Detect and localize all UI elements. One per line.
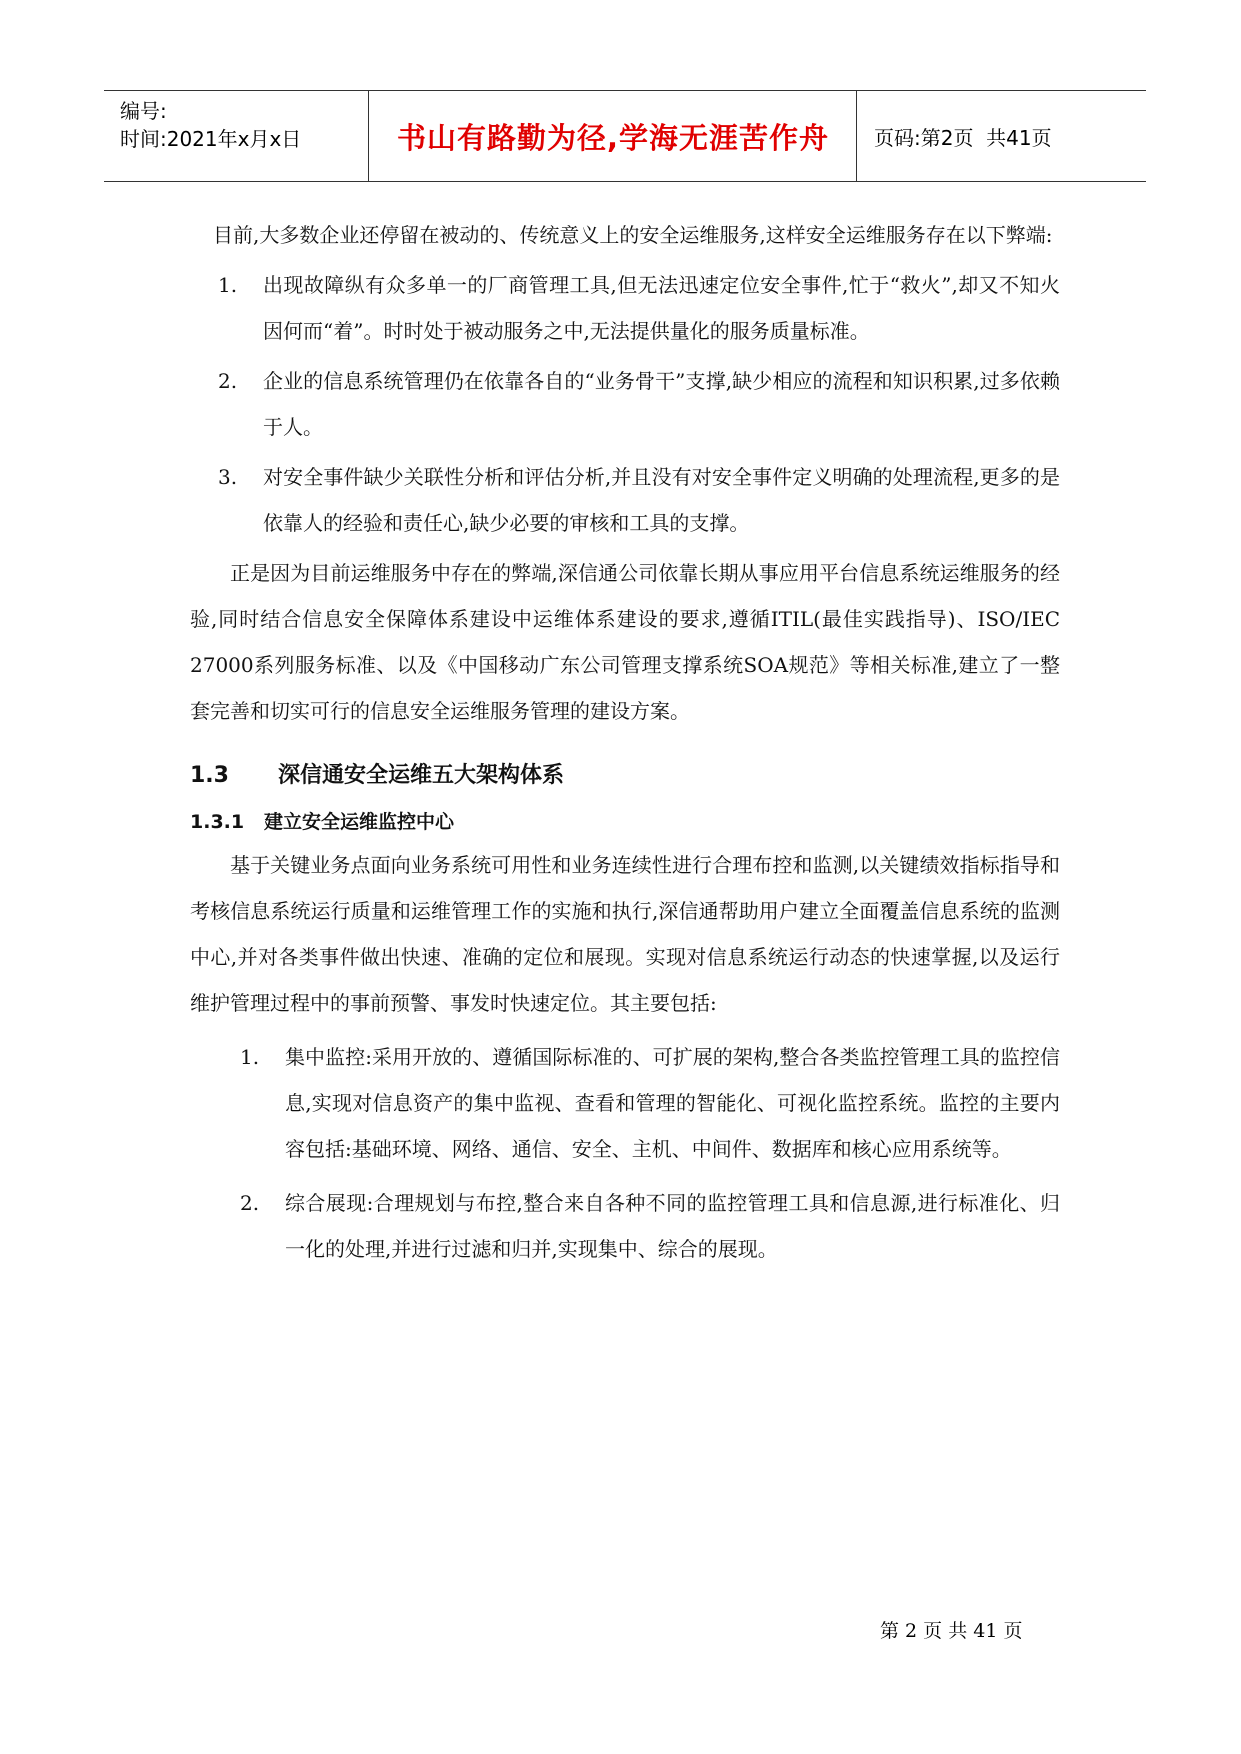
section-heading — [190, 754, 1060, 798]
list-item-text: 综合展现:合理规划与布控,整合来自各种不同的监控管理工具和信息源,进行标准化、归一化的处理,并进行过滤和归并,实现集中、综合的展现。 — [285, 1191, 1060, 1261]
document-time-label: 时间:2021年x月x日 — [120, 127, 302, 151]
intro-paragraph: 目前,大多数企业还停留在被动的、传统意义上的安全运维服务,这样安全运维服务存在以下弊端: — [213, 223, 1053, 247]
list-item-text: 出现故障纵有众多单一的厂商管理工具,但无法迅速定位安全事件,忙于“救火”,却又不知火因何而“着”。时时处于被动服务之中,无法提供量化的服务质量标准。 — [263, 273, 1060, 343]
body-paragraph: 正是因为目前运维服务中存在的弊端,深信通公司依靠长期从事应用平台信息系统运维服务的经验,同时结合信息安全保障体系建设中运维体系建设的要求,遵循ITIL(最佳实践指导)、ISO/IEC 27000系列服务标准、以及《中国移动广东公司管理支撑系统SOA规范》等相关标准,建立了一整套完善和切实可行的信息安全运维服务管理的建设方案。 — [190, 561, 1060, 723]
header-divider — [856, 91, 857, 181]
list-item-number: 1. — [240, 1045, 260, 1069]
list-item-number: 2. — [240, 1191, 260, 1215]
list-item-text: 对安全事件缺少关联性分析和评估分析,并且没有对安全事件定义明确的处理流程,更多的是依靠人的经验和责任心,缺少必要的审核和工具的支撑。 — [263, 465, 1060, 535]
subsection-number: 1.3.1 — [190, 811, 245, 833]
section-number: 1.3 — [190, 763, 229, 788]
list-item-text: 企业的信息系统管理仍在依靠各自的“业务骨干”支撑,缺少相应的流程和知识积累,过多依赖于人。 — [263, 369, 1060, 439]
document-number-label: 编号: — [120, 99, 167, 123]
list-item-text: 集中监控:采用开放的、遵循国际标准的、可扩展的架构,整合各类监控管理工具的监控信息,实现对信息资产的集中监视、查看和管理的智能化、可视化监控系统。监控的主要内容包括:基础环境、网络、通信、安全、主机、中间件、数据库和核心应用系统等。 — [285, 1045, 1060, 1161]
subsection-heading — [190, 802, 1060, 842]
list-item — [190, 1034, 1060, 1172]
header-divider — [368, 91, 369, 181]
list-item-number: 1. — [218, 273, 238, 297]
list-item — [190, 1180, 1060, 1272]
document-body — [190, 212, 1060, 1272]
list-item-number: 2. — [218, 369, 238, 393]
list-item-number: 3. — [218, 465, 238, 489]
list-item — [190, 262, 1060, 354]
subsection-title: 建立安全运维监控中心 — [264, 811, 455, 833]
list-item — [190, 358, 1060, 450]
section-title: 深信通安全运维五大架构体系 — [278, 763, 565, 788]
header-table — [104, 90, 1146, 182]
header-meta — [120, 97, 365, 153]
header-page-label: 页码:第2页 共41页 — [874, 125, 1052, 150]
body-paragraph: 基于关键业务点面向业务系统可用性和业务连续性进行合理布控和监测,以关键绩效指标指导和考核信息系统运行质量和运维管理工作的实施和执行,深信通帮助用户建立全面覆盖信息系统的监测中心,并对各类事件做出快速、准确的定位和展现。实现对信息系统运行动态的快速掌握,以及运行维护管理过程中的事前预警、事发时快速定位。其主要包括: — [190, 853, 1060, 1015]
header-motto: 书山有路勤为径,学海无涯苦作舟 — [396, 120, 830, 155]
page-footer: 第 2 页 共 41 页 — [880, 1620, 1023, 1642]
list-item — [190, 454, 1060, 546]
